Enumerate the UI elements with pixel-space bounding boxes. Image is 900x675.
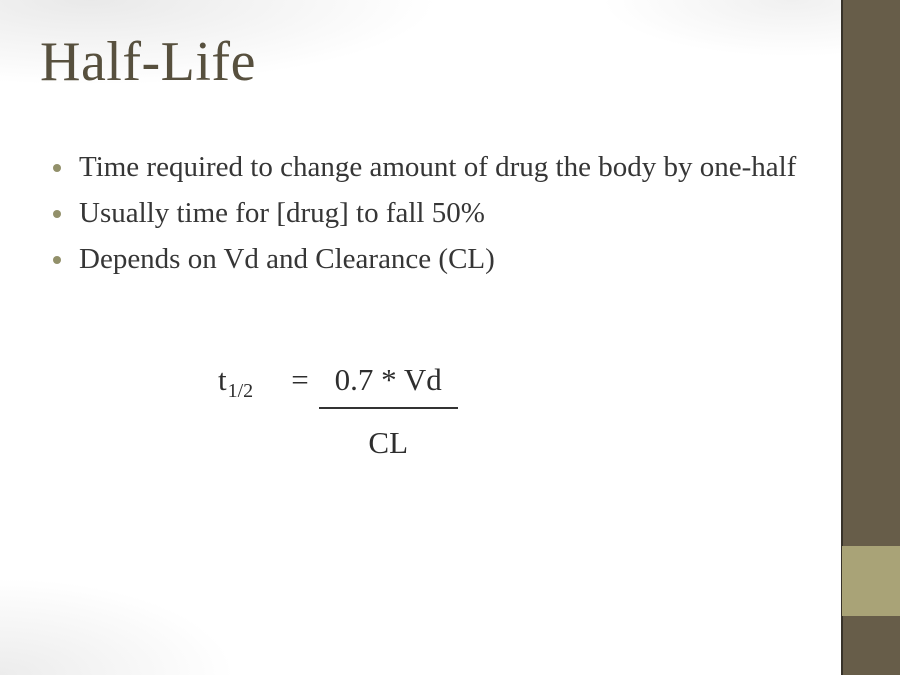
bullet-list (52, 149, 797, 287)
equation-variable-t: t (218, 362, 227, 397)
slide-title: Half-Life (40, 31, 256, 93)
equation-subscript: 1/2 (227, 380, 254, 402)
bullet-text: Depends on Vd and Clearance (CL) (79, 243, 495, 275)
theme-side-band (843, 0, 900, 675)
bullet-dot-icon (53, 164, 61, 172)
bullet-text: Time required to change amount of drug the body by one-half (79, 151, 797, 183)
equals-sign: = (291, 362, 309, 397)
bullet-item (52, 149, 797, 186)
bullet-item (52, 241, 797, 278)
equation-lhs (218, 362, 253, 402)
bullet-dot-icon (53, 210, 61, 218)
half-life-equation (218, 362, 458, 461)
equation-fraction (319, 362, 458, 461)
bullet-item (52, 195, 797, 232)
bullet-text: Usually time for [drug] to fall 50% (79, 197, 485, 229)
band-accent-block (842, 546, 900, 616)
fraction-numerator: 0.7 * Vd (319, 362, 458, 409)
bullet-dot-icon (53, 256, 61, 264)
fraction-denominator: CL (368, 425, 409, 460)
